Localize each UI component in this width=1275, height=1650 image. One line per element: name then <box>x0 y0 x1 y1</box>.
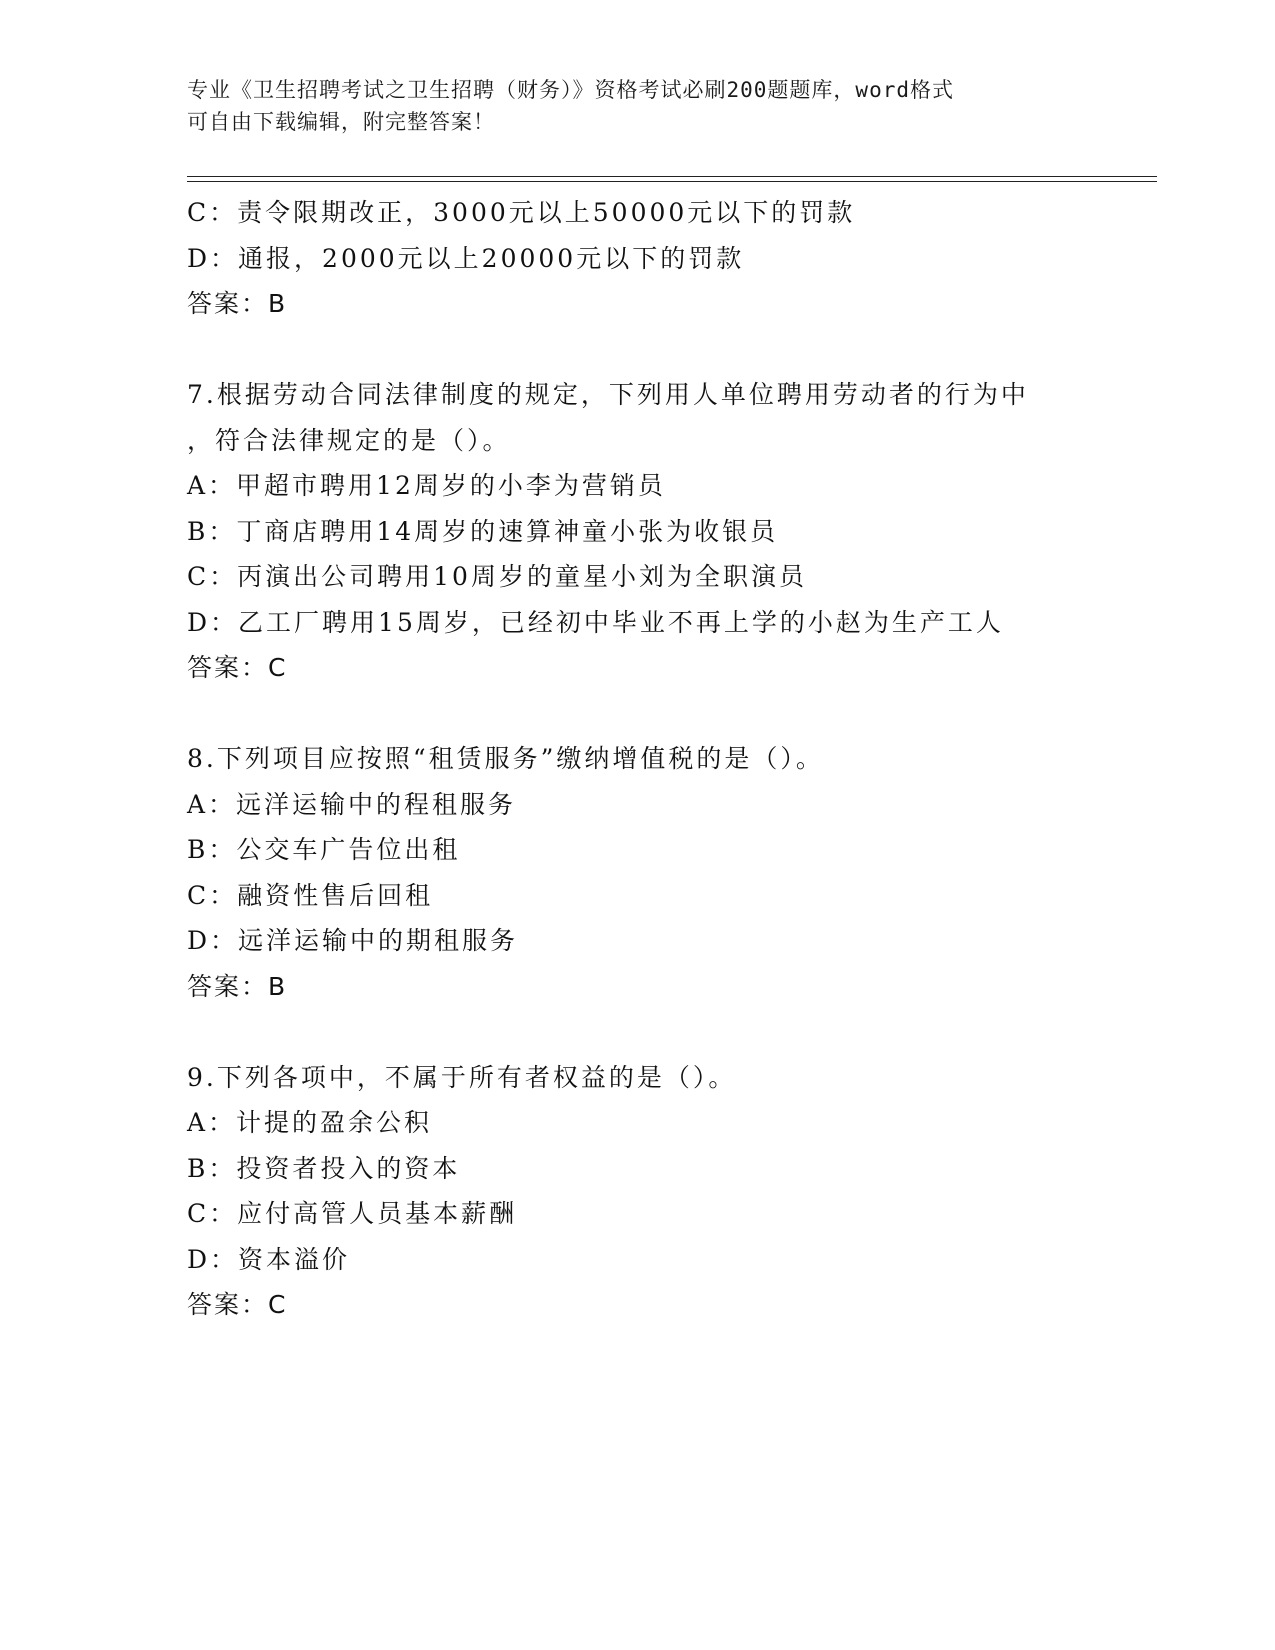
question-stem: 9.下列各项中，不属于所有者权益的是（）。 <box>187 1062 737 1092</box>
document-header <box>187 74 1067 138</box>
option-b: B：公交车广告位出租 <box>187 835 461 864</box>
option-d: D：乙工厂聘用15周岁，已经初中毕业不再上学的小赵为生产工人 <box>187 607 1004 637</box>
spacer <box>187 1009 1107 1055</box>
option-a: A：甲超市聘用12周岁的小李为营销员 <box>187 471 666 500</box>
answer-line: 答案：B <box>187 971 288 1001</box>
question-block-6-continued <box>187 190 1107 327</box>
header-divider-top <box>187 176 1157 177</box>
question-stem: 7.根据劳动合同法律制度的规定，下列用人单位聘用劳动者的行为中 <box>187 380 1029 409</box>
option-b: B：投资者投入的资本 <box>187 1153 461 1183</box>
option-d: D：远洋运输中的期租服务 <box>187 926 519 955</box>
option-c: C：责令限期改正，3000元以上50000元以下的罚款 <box>187 198 856 227</box>
question-block-7 <box>187 372 1107 691</box>
answer-line: 答案：C <box>187 653 288 682</box>
option-c: C：丙演出公司聘用10周岁的童星小刘为全职演员 <box>187 562 807 591</box>
question-stem: 8.下列项目应按照“租赁服务”缴纳增值税的是（）。 <box>187 744 824 773</box>
spacer <box>187 691 1107 737</box>
option-d: D：通报，2000元以上20000元以下的罚款 <box>187 243 745 273</box>
question-block-9 <box>187 1055 1107 1328</box>
question-stem-continued: ，符合法律规定的是（）。 <box>187 425 511 455</box>
option-b: B：丁商店聘用14周岁的速算神童小张为收银员 <box>187 516 779 546</box>
header-divider-bottom <box>187 181 1157 182</box>
answer-line: 答案：B <box>187 289 288 318</box>
question-list <box>187 190 1107 1328</box>
header-title-line-2: 可自由下载编辑，附完整答案！ <box>187 110 495 134</box>
option-a: A：远洋运输中的程租服务 <box>187 789 517 819</box>
option-a: A：计提的盈余公积 <box>187 1108 433 1137</box>
answer-line: 答案：C <box>187 1290 288 1319</box>
header-title-line-1: 专业《卫生招聘考试之卫生招聘（财务）》资格考试必刷200题题库，word格式 <box>187 78 954 102</box>
option-c: C：应付高管人员基本薪酬 <box>187 1199 518 1228</box>
question-block-8 <box>187 736 1107 1009</box>
option-d: D：资本溢价 <box>187 1244 351 1274</box>
option-c: C：融资性售后回租 <box>187 880 434 910</box>
spacer <box>187 327 1107 373</box>
